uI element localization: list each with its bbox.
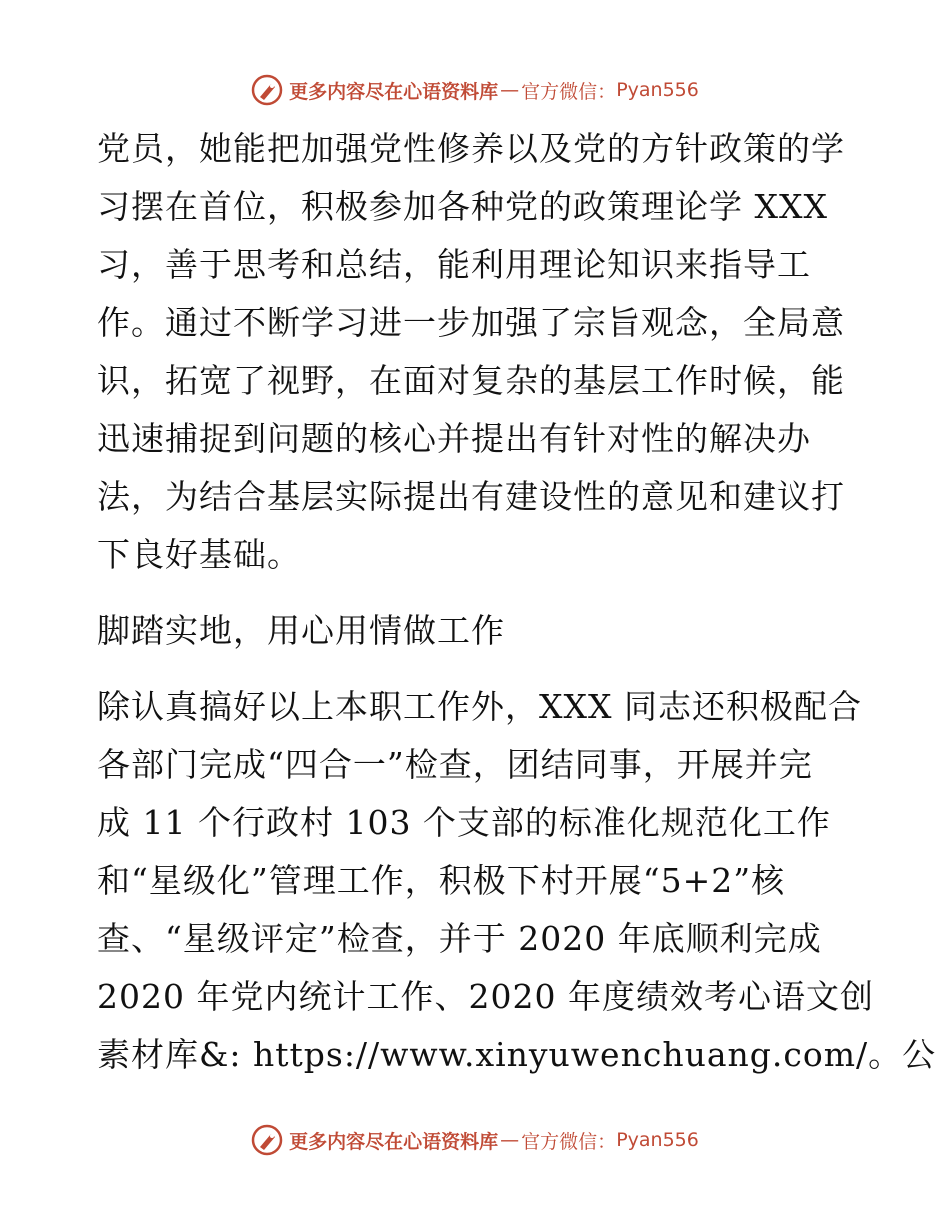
footer-watermark	[0, 1120, 950, 1160]
text-line: 成 11 个行政村 103 个支部的标准化规范化工作	[97, 803, 831, 842]
watermark-separator: —	[500, 79, 520, 101]
text-line: 查、“星级评定”检查，并于 2020 年底顺利完成	[97, 919, 822, 958]
text-line: 习，善于思考和总结，能利用理论知识来指导工	[97, 245, 811, 284]
text-line: 除认真搞好以上本职工作外，XXX 同志还积极配合	[97, 687, 862, 726]
pen-nib-logo-icon	[251, 1124, 283, 1156]
text-line: 和“星级化”管理工作，积极下村开展“5+2”核	[97, 861, 786, 900]
watermark-brand: 更多内容尽在心语资料库	[289, 80, 499, 103]
watermark-label: 官方微信：	[521, 1130, 617, 1153]
section-heading: 脚踏实地，用心用情做工作	[97, 611, 505, 650]
text-line: 习摆在首位，积极参加各种党的政策理论学 XXX	[97, 187, 828, 226]
text-line: 2020 年党内统计工作、2020 年度绩效考心语文创	[97, 977, 874, 1016]
watermark-wechat-id: Pyan556	[616, 79, 699, 101]
watermark-wechat-id: Pyan556	[616, 1129, 699, 1151]
text-line: 下良好基础。	[97, 535, 301, 574]
pen-nib-logo-icon	[251, 74, 283, 106]
watermark-label: 官方微信：	[521, 80, 617, 103]
document-body	[97, 120, 937, 1084]
text-line: 党员，她能把加强党性修养以及党的方针政策的学	[97, 129, 845, 168]
watermark-separator: —	[500, 1129, 520, 1151]
text-line: 法，为结合基层实际提出有建设性的意见和建议打	[97, 477, 845, 516]
header-watermark	[0, 70, 950, 110]
text-line: 识，拓宽了视野，在面对复杂的基层工作时候，能	[97, 361, 845, 400]
watermark-brand: 更多内容尽在心语资料库	[289, 1130, 499, 1153]
text-line: 素材库&: https://www.xinyuwenchuang.com/。公	[97, 1035, 937, 1074]
text-line: 迅速捕捉到问题的核心并提出有针对性的解决办	[97, 419, 811, 458]
text-line: 各部门完成“四合一”检查，团结同事，开展并完	[97, 745, 813, 784]
text-line: 作。通过不断学习进一步加强了宗旨观念，全局意	[97, 303, 845, 342]
